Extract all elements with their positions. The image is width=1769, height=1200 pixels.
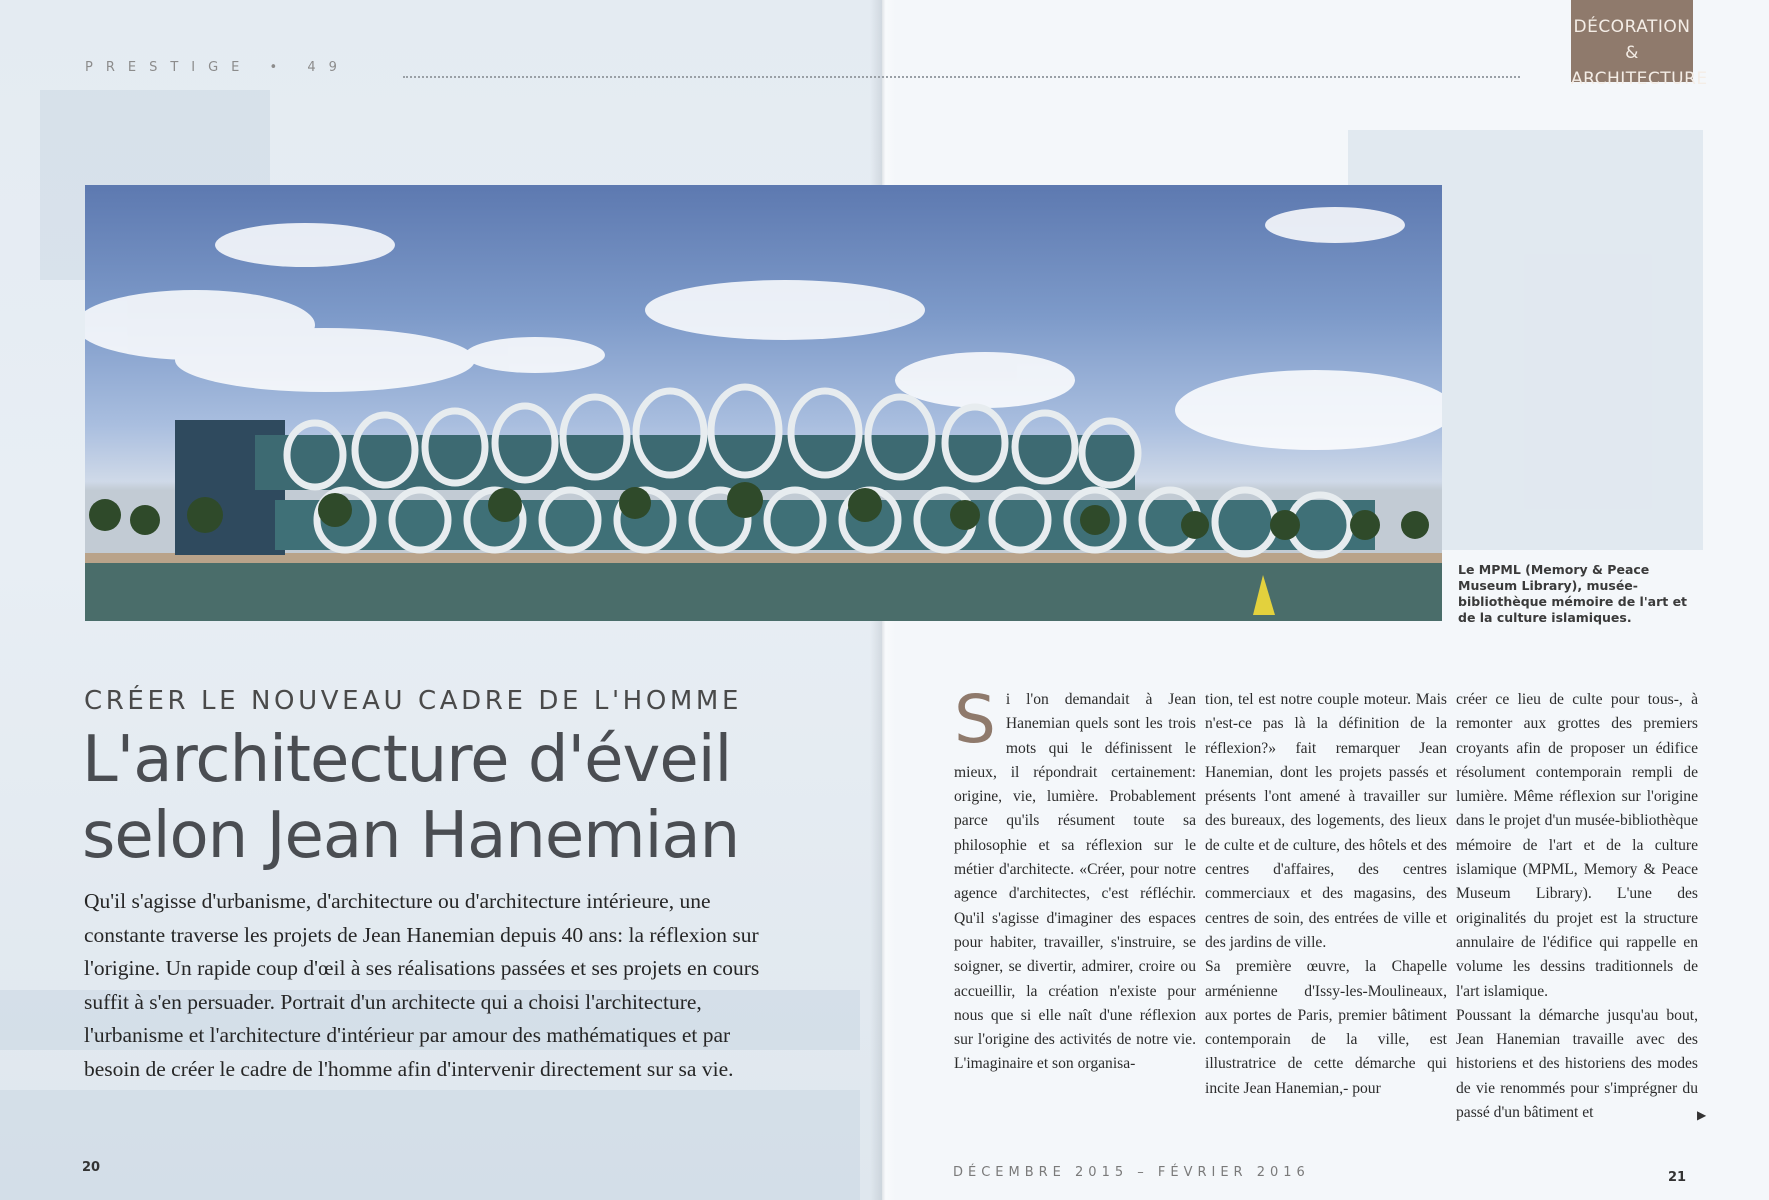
section-tag (1571, 0, 1708, 89)
article-intro: Qu'il s'agisse d'urbanisme, d'architecture ou d'architecture intérieure, une constante traverse les projets de Jean Hanemian depuis 40 ans: la réflexion sur l'origine. Un rapide coup d'œil à ses réalisations passées et ses projets en cours suffit à s'en persuader. Portrait d'un architecte qui a choisi l'architecture, l'urbanisme et l'architecture d'intérieur par amour des mathématiques et par besoin de créer le cadre de l'homme afin d'intervenir directement sur sa vie. (84, 889, 760, 1081)
sea (85, 560, 1442, 621)
building-illustration (85, 185, 1442, 621)
issue-date: DÉCEMBRE 2015 – FÉVRIER 2016 (953, 1165, 1310, 1180)
continue-arrow-icon: ▶ (1697, 1108, 1707, 1122)
article-kicker: CRÉER LE NOUVEAU CADRE DE L'HOMME (84, 686, 742, 716)
body-paragraph: créer ce lieu de culte pour tous-, à remonter aux grottes des premiers croyants afin de proposer un édifice résolument contemporain rempli de lumière. Même réflexion sur l'origine dans le projet d'un musée-bibliothèque mémoire de l'art et de la culture islamique (MPML, Memory & Peace Museum Library). L'une des originalités du projet est la structure annulaire de l'édifice qui rappelle en volume les dessins traditionnels de l'art islamique. (1456, 691, 1698, 1000)
body-paragraph: tion, tel est notre couple moteur. Mais n'est-ce pas là la définition de la réflexion?» fait remarquer Jean Hanemian, dont les projets passés et présents l'ont amené à travailler sur des bureaux, des logements, des lieux de culte et de culture, des hôtels et des centres d'affaires, des centres commerciaux et des magasins, des centres de soin, des entrées de ville et des jardins de ville. (1205, 691, 1447, 951)
running-head-rule (403, 76, 1520, 78)
section-tag-line1: DÉCORATION & (1573, 17, 1691, 63)
article-headline (82, 722, 862, 874)
body-column-1 (954, 681, 1196, 1077)
photo-caption: Le MPML (Memory & Peace Museum Library), musée-bibliothèque mémoire de l'art et de la culture islamiques. (1458, 562, 1688, 625)
section-tag-line2: ARCHITECTURE (1571, 69, 1708, 89)
body-paragraph: Poussant la démarche jusqu'au bout, Jean Hanemian travaille avec des historiens et des historiens des modes de vie renommés pour s'imprégner du passé d'un bâtiment et (1456, 1006, 1698, 1122)
body-paragraph: i l'on demandait à Jean Hanemian quels sont les trois mots qui le définissent le mieux, il répondrait certainement: origine, vie, lumière. Probablement parce qu'ils résument toute sa philosophie et sa réflexion sur le métier d'architecte. «Créer, pour notre agence d'architectes, c'est réfléchir. Qu'il s'agisse d'imaginer des espaces pour habiter, travailler, s'instruire, se soigner, se divertir, admirer, croire ou accueillir, la création n'existe pour nous que si elle naît d'une réflexion sur l'origine des activités de notre vie. L'imaginaire et son organisa- (954, 691, 1196, 1073)
running-head: PRESTIGE • 49 (85, 60, 350, 75)
page-number-right: 21 (1668, 1170, 1687, 1185)
clouds (85, 207, 1442, 450)
headline-line2: selon Jean Hanemian (82, 799, 740, 873)
drop-cap: S (954, 681, 996, 758)
page-number-left: 20 (82, 1160, 101, 1175)
body-column-2 (1205, 688, 1447, 1101)
headline-line1: L'architecture d'éveil (82, 723, 732, 797)
body-paragraph: Sa première œuvre, la Chapelle arménienne d'Issy-les-Moulineaux, aux portes de Paris, premier bâtiment contemporain de la ville, est illustratrice de cette démarche qui incite Jean Hanemian,- pour (1205, 958, 1447, 1097)
body-column-3 (1456, 688, 1698, 1125)
building-photo (85, 185, 1442, 621)
ghost-showthrough-block (0, 1090, 860, 1200)
